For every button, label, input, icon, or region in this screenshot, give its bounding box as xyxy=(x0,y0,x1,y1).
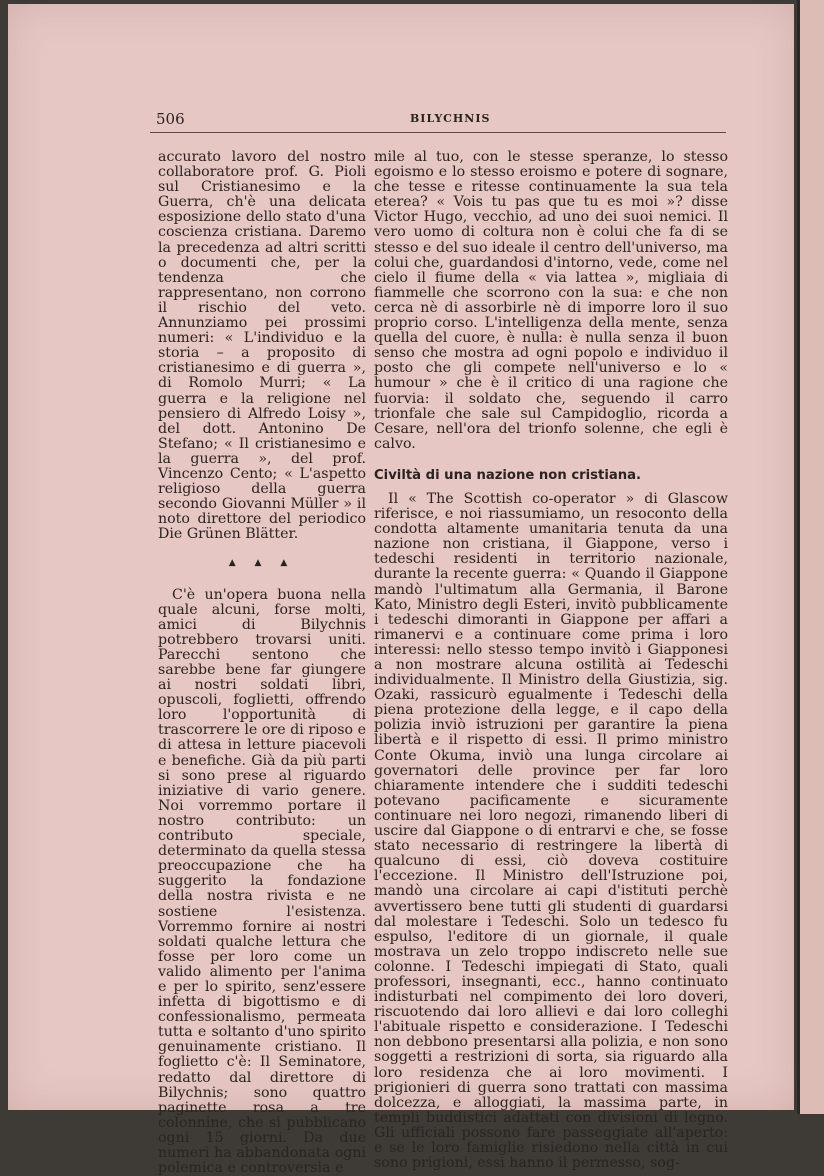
left-column xyxy=(158,150,366,1176)
right-column xyxy=(374,150,728,1171)
page-number: 506 xyxy=(156,110,185,128)
running-title: BILYCHNIS xyxy=(410,112,491,125)
section-heading: Civiltà di una nazione non cristiana. xyxy=(374,467,642,483)
right-paragraph-1: mile al tuo, con le stesse speranze, lo stesso egoismo e lo stesso eroismo e potere di sognare, che tesse e ritesse continuamente la sua tela eterea? « Vois tu pas que tu es moi »? disse Victor Hugo, vecchio, ad uno dei suoi nemici. Il vero uomo di coltura non è colui che fa di se stesso e del suo ideale il centro dell'universo, ma colui che, guardandosi d'intorno, vede, come nel cielo il fiume della « via lattea », migliaia di fiammelle che scorrono con la sua: e che non cerca nè di assorbirle nè di imporre loro il suo proprio corso. L'intelligenza della mente, senza quella del cuore, è nulla: è nulla senza il buon senso che mostra ad ogni popolo e individuo il posto che gli compete nell'universo e lo « humour » che è il critico di una ragione che fuorvia: il soldato che, seguendo il carro trionfale che sale sul Campidoglio, ricorda a Cesare, nell'ora del trionfo solenne, che egli è calvo. xyxy=(374,149,728,452)
page-header xyxy=(150,110,726,133)
adjacent-page-edge xyxy=(797,0,824,1114)
left-paragraph-1: accurato lavoro del nostro collaboratore prof. G. Pioli sul Cristianesimo e la Guerra, ch'è una delicata esposizione dello stato d'una coscienza cristiana. Daremo la precedenza ad altri scritti o documenti che, per la tendenza che rappresentano, non corrono il rischio del veto. Annunziamo pei prossimi numeri: « L'individuo e la storia – a proposito di cristianesimo e di guerra », di Romolo Murri; « La guerra e la religione nel pensiero di Alfredo Loisy », del dott. Antonino De Stefano; « Il cristianesimo e la guerra », del prof. Vincenzo Cento; « L'aspetto religioso della guerra secondo Giovanni Müller » il noto direttore del periodico Die Grünen Blätter. xyxy=(158,149,366,543)
right-paragraph-2: Il « The Scottish co-operator » di Glascow riferisce, e noi riassumiamo, un resoconto della condotta altamente umanitaria tenuta da una nazione non cristiana, il Giappone, verso i tedeschi residenti in territorio nazionale, durante la recente guerra: « Quando il Giappone mandò l'ultimatum alla Germania, il Barone Kato, Ministro degli Esteri, invitò pubblicamente i tedeschi dimoranti in Giappone per affari a rimanervi e a continuare come prima i loro interessi: nello stesso tempo invitò i Giapponesi a non mostrare alcuna ostilità ai Tedeschi individualmente. Il Ministro della Giustizia, sig. Ozaki, rassicurò egualmente i Tedeschi della piena protezione della legge, e il capo della polizia inviò istruzioni per garantire la piena libertà e il rispetto di essi. Il primo ministro Conte Okuma, inviò una lunga circolare ai governatori delle province per far loro chiaramente intendere che i sudditi tedeschi potevano pacificamente e sicuramente continuare nei loro negozi, rimanendo liberi di uscire dal Giappone o di entrarvi e che, se fosse stato necessario di restringere la libertà di qualcuno di essi, ciò doveva costituire l'eccezione. Il Ministro dell'Istruzione poi, mandò una circolare ai capi d'istituti perchè avvertissero bene tutti gli studenti di guardarsi dal molestare i Tedeschi. Solo un tedesco fu espulso, l'editore di un giornale, il quale mostrava un zelo troppo indiscreto nelle sue colonne. I Tedeschi impiegati di Stato, quali professori, insegnanti, ecc., hanno continuato indisturbati nel compimento dei loro doveri, riscuotendo dai loro allievi e dai loro colleghi l'abituale rispetto e considerazione. I Tedeschi non debbono presentarsi alla polizia, e non sono soggetti a restrizioni di sorta, sia riguardo alla loro residenza che ai loro movimenti. I prigionieri di guerra sono trattati con massima dolcezza, e alloggiati, la massima parte, in templi buddistici adattati con divisioni di legno. Gli ufficiali possono fare passeggiate all'aperto: e se le loro famiglie risiedono nella città in cui sono prigioni, essi hanno il permesso, sog- xyxy=(374,490,728,1172)
section-ornament: ▲ ▲ ▲ xyxy=(228,558,296,569)
left-paragraph-2: C'è un'opera buona nella quale alcuni, forse molti, amici di Bilychnis potrebbero trovarsi uniti. Parecchi sentono che sarebbe bene far giungere ai nostri soldati libri, opuscoli, foglietti, offrendo loro l'opportunità di trascorrere le ore di riposo e di attesa in letture piacevoli e benefiche. Già da più parti si sono prese al riguardo iniziative di vario genere. Noi vorremmo portare il nostro contributo: un contributo speciale, determinato da quella stessa preoccupazione che ha suggerito la fondazione della nostra rivista e ne sostiene l'esistenza. Vorremmo fornire ai nostri soldati qualche lettura che fosse per loro come un valido alimento per l'anima e per lo spirito, senz'essere infetta di bigottismo e di confessionalismo, permeata tutta e soltanto d'uno spirito genuinamente cristiano. Il foglietto c'è: Il Seminatore, redatto dal direttore di Bilychnis; sono quattro paginette rosa a tre colonnine, che si pubblicano ogni 15 giorni. Da due numeri ha abbandonata ogni polemica e controversia e xyxy=(158,586,366,1176)
